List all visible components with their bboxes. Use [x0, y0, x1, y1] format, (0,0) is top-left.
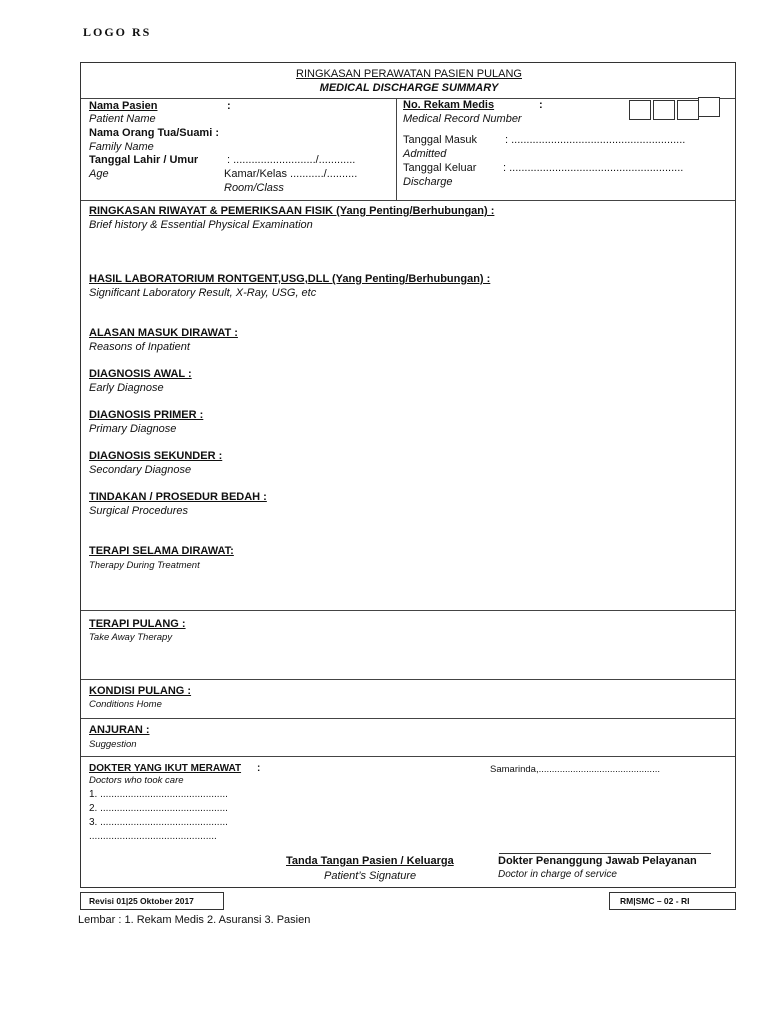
dob-field[interactable]: : .........................../............ — [227, 154, 356, 166]
doctor-line[interactable]: .............................................. — [89, 831, 217, 842]
doctor-signature-en: Doctor in charge of service — [498, 869, 617, 880]
doctor-line[interactable]: 2. .............................................. — [89, 803, 228, 814]
dob-label: Tanggal Lahir / Umur — [89, 154, 199, 166]
history-en: Brief history & Essential Physical Examination — [89, 219, 313, 231]
discharge-condition-en: Conditions Home — [89, 699, 162, 710]
discharge-en: Discharge — [403, 176, 453, 188]
patient-name-en: Patient Name — [89, 113, 156, 125]
attending-doctors-en: Doctors who took care — [89, 775, 184, 786]
revision-box: Revisi 01|25 Oktober 2017 — [80, 892, 224, 910]
primary-diagnosis-en: Primary Diagnose — [89, 423, 177, 435]
form-subtitle: MEDICAL DISCHARGE SUMMARY — [319, 82, 499, 94]
surgery-en: Surgical Procedures — [89, 505, 189, 517]
doctor-line[interactable]: 1. .............................................. — [89, 789, 228, 800]
discharge-condition-label: KONDISI PULANG : — [89, 685, 192, 697]
medical-record-digit-box[interactable] — [677, 100, 699, 120]
place-date-field[interactable]: Samarinda,.............................................. — [490, 764, 660, 775]
patient-name-colon: : — [227, 100, 231, 112]
room-class-en: Room/Class — [224, 182, 284, 194]
patient-signature-label: Tanda Tangan Pasien / Keluarga — [286, 855, 454, 867]
early-diagnosis-label: DIAGNOSIS AWAL : — [89, 368, 192, 380]
family-name-label: Nama Orang Tua/Suami : — [89, 127, 219, 139]
lab-results-en: Significant Laboratory Result, X-Ray, USG, etc — [89, 287, 317, 299]
therapy-label: TERAPI SELAMA DIRAWAT: — [89, 545, 234, 557]
divider — [81, 679, 735, 680]
suggestion-en: Suggestion — [89, 739, 137, 750]
sheet-distribution: Lembar : 1. Rekam Medis 2. Asuransi 3. Pasien — [78, 914, 311, 926]
surgery-label: TINDAKAN / PROSEDUR BEDAH : — [89, 491, 267, 503]
discharge-summary-form — [80, 62, 736, 888]
discharge-date-field[interactable]: : ......................................................... — [503, 162, 684, 174]
medical-record-digit-box[interactable] — [653, 100, 675, 120]
patient-signature-en: Patient’s Signature — [324, 870, 417, 882]
divider — [81, 756, 735, 757]
column-divider — [396, 98, 397, 200]
therapy-en: Therapy During Treatment — [89, 560, 200, 571]
admit-date-field[interactable]: : ......................................................... — [505, 134, 686, 146]
divider — [81, 200, 735, 201]
early-diagnosis-en: Early Diagnose — [89, 382, 164, 394]
secondary-diagnosis-en: Secondary Diagnose — [89, 464, 192, 476]
family-name-en: Family Name — [89, 141, 154, 153]
suggestion-label: ANJURAN : — [89, 724, 150, 736]
divider — [81, 718, 735, 719]
doctor-line[interactable]: 3. .............................................. — [89, 817, 228, 828]
admit-date-label: Tanggal Masuk — [403, 134, 477, 146]
takeaway-therapy-en: Take Away Therapy — [89, 632, 173, 643]
attending-doctors-colon: : — [257, 763, 261, 774]
takeaway-therapy-label: TERAPI PULANG : — [89, 618, 186, 630]
medical-record-en: Medical Record Number — [403, 113, 522, 125]
doctor-signature-label: Dokter Penanggung Jawab Pelayanan — [498, 855, 697, 867]
age-en: Age — [89, 168, 109, 180]
primary-diagnosis-label: DIAGNOSIS PRIMER : — [89, 409, 204, 421]
secondary-diagnosis-label: DIAGNOSIS SEKUNDER : — [89, 450, 223, 462]
attending-doctors-label: DOKTER YANG IKUT MERAWAT — [89, 763, 242, 774]
medical-record-colon: : — [539, 99, 543, 111]
admitted-en: Admitted — [403, 148, 447, 160]
history-label: RINGKASAN RIWAYAT & PEMERIKSAAN FISIK (Yang Penting/Berhubungan) : — [89, 205, 495, 217]
reason-en: Reasons of Inpatient — [89, 341, 190, 353]
doctor-signature-line[interactable] — [499, 853, 711, 854]
medical-record-digit-box[interactable] — [698, 97, 720, 117]
divider — [81, 610, 735, 611]
medical-record-label: No. Rekam Medis — [403, 99, 495, 111]
reason-label: ALASAN MASUK DIRAWAT : — [89, 327, 238, 339]
form-code-box: RM|SMC – 02 - RI — [609, 892, 736, 910]
room-class-field[interactable]: Kamar/Kelas .........../.......... — [224, 168, 358, 180]
form-title: RINGKASAN PERAWATAN PASIEN PULANG — [296, 68, 522, 80]
patient-name-label: Nama Pasien — [89, 100, 158, 112]
discharge-date-label: Tanggal Keluar — [403, 162, 477, 174]
medical-record-digit-box[interactable] — [629, 100, 651, 120]
lab-results-label: HASIL LABORATORIUM RONTGENT,USG,DLL (Yang Penting/Berhubungan) : — [89, 273, 491, 285]
hospital-logo-text: LOGO RS — [83, 25, 152, 39]
